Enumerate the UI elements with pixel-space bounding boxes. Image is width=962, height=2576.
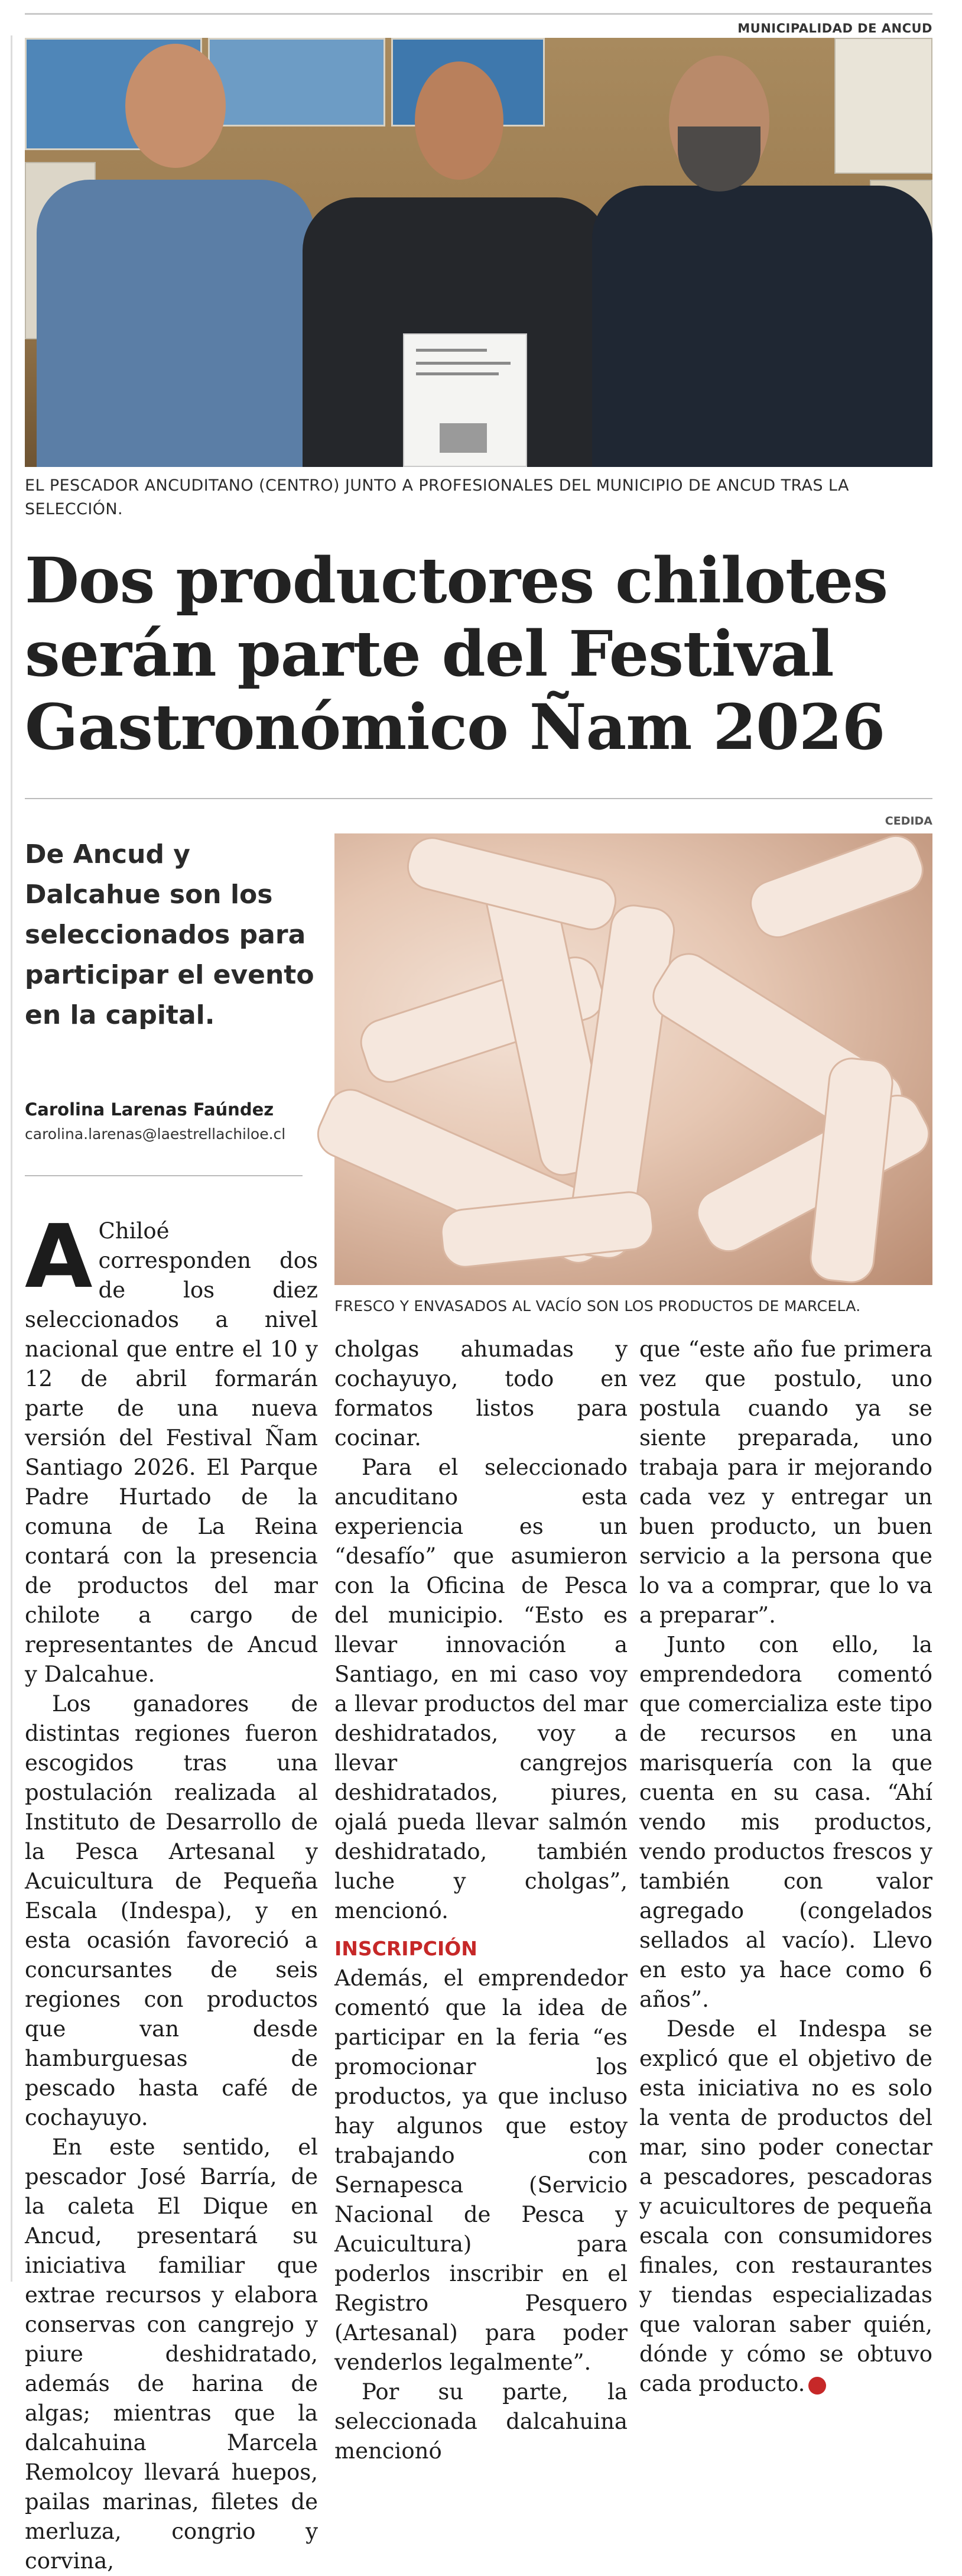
seafood-caption: FRESCO Y ENVASADOS AL VACÍO SON LOS PRODUCTOS DE MARCELA. bbox=[334, 1297, 861, 1315]
author-name: Carolina Larenas Faúndez bbox=[25, 1099, 274, 1120]
certificate-document bbox=[403, 333, 527, 467]
paragraph-6: Por su parte, la seleccionada dalcahuina mencionó bbox=[334, 2379, 628, 2464]
paragraph-4: Para el seleccionado ancuditano esta experiencia es un “desafío” que asumieron con la Oficina de Pesca del municipio. “Esto es llevar innovación a Santiago, en mi caso voy a llevar productos del mar deshidratados, voy a llevar cangrejos deshidratados, piures, ojalá pueda llevar salmón deshidratado, también luche y cholgas”, mencionó. bbox=[334, 1455, 628, 1923]
article-column-2 bbox=[334, 1335, 628, 2466]
paragraph-2: Los ganadores de distintas regiones fueron escogidos tras una postulación realizada al Instituto de Desarrollo de la Pesca Artesanal y Acuicultura de Pequeña Escala (Indespa), y en esta ocasión favoreció a concursantes de seis regiones con productos que van desde hamburguesas de pescado hasta café de cochayuyo. bbox=[25, 1691, 318, 2130]
byline-rule bbox=[25, 1175, 303, 1176]
deck-summary: De Ancud y Dalcahue son los seleccionados para participar el evento en la capital. bbox=[25, 839, 314, 1030]
column-rule-left bbox=[11, 35, 12, 2282]
paragraph-3-cont: cholgas ahumadas y cochayuyo, todo en formatos listos para cocinar. bbox=[334, 1336, 628, 1451]
headline: Dos productores chilotes serán parte del Festival Gastronómico Ñam 2026 bbox=[25, 543, 888, 764]
paragraph-7: Junto con ello, la emprendedora comentó que comercializa este tipo de recursos en una marisquería con la que cuenta en su casa. “Ahí vendo mis productos, vendo productos frescos y también con valor agregado (congelados sellados al vacío). Llevo en esto ya hace como 6 años”. bbox=[639, 1632, 932, 2012]
headline-rule bbox=[25, 798, 932, 799]
drop-cap: A bbox=[25, 1206, 93, 1308]
paragraph-5: Además, el emprendedor comentó que la idea de participar en la feria “es promocionar los productos, ya que incluso hay algunos que estoy trabajando con Sernapesca (Servicio Nacional de Pesca y Acuicultura) para poderlos inscribir en el Registro Pesquero (Artesanal) para poder venderlos legalmente”. bbox=[334, 1965, 628, 2375]
photo-credit: CEDIDA bbox=[885, 815, 932, 828]
article-column-3 bbox=[639, 1335, 932, 2399]
subhead-inscripcion: INSCRIPCIÓN bbox=[334, 1937, 477, 1960]
end-mark-icon: ✪ bbox=[808, 2377, 826, 2395]
paragraph-1: A Chiloé corresponden dos de los diez seleccionados a nivel nacional que entre el 10 y 12 de abril formarán parte de una nueva versión del Festival Ñam Santiago 2026. El Parque Padre Hurtado de la comuna de La Reina contará con la presencia de productos del mar chilote a cargo de representantes de Ancud y Dalcahue. bbox=[25, 1206, 318, 1687]
photo-seafood bbox=[334, 833, 932, 1285]
paragraph-3: En este sentido, el pescador José Barría, de la caleta El Dique en Ancud, presentará su iniciativa familiar que extrae recursos y elabora conservas con cangrejo y piure deshidratado, además de harina de algas; mientras que la dalcahuina Marcela Remolcoy llevará huepos, pailas marinas, filetes de merluza, congrio y corvina, bbox=[25, 2134, 318, 2574]
photo-caption: EL PESCADOR ANCUDITANO (CENTRO) JUNTO A PROFESIONALES DEL MUNICIPIO DE ANCUD TRAS LA SELECCIÓN. bbox=[25, 476, 849, 518]
photo-three-men bbox=[25, 38, 932, 467]
author-email: carolina.larenas@laestrellachiloe.cl bbox=[25, 1125, 286, 1143]
paragraph-6-cont: que “este año fue primera vez que postulo, uno postula cuando ya se siente preparada, uno trabaja para ir mejorando cada vez y entregar un buen producto, un buen servicio a la persona que lo va a comprar, que lo va a preparar”. bbox=[639, 1336, 932, 1628]
article-column-1 bbox=[25, 1206, 318, 2576]
top-rule bbox=[25, 13, 932, 15]
paragraph-8: Desde el Indespa se explicó que el objetivo de esta iniciativa no es solo la venta de productos del mar, sino poder conectar a pescadores, pescadoras y acuicultores de pequeña escala con consumidores finales, con restaurantes y tiendas especializadas que valoran saber quién, dónde y cómo se obtuvo cada producto. ✪ bbox=[639, 2016, 932, 2396]
section-label: MUNICIPALIDAD DE ANCUD bbox=[737, 21, 932, 35]
